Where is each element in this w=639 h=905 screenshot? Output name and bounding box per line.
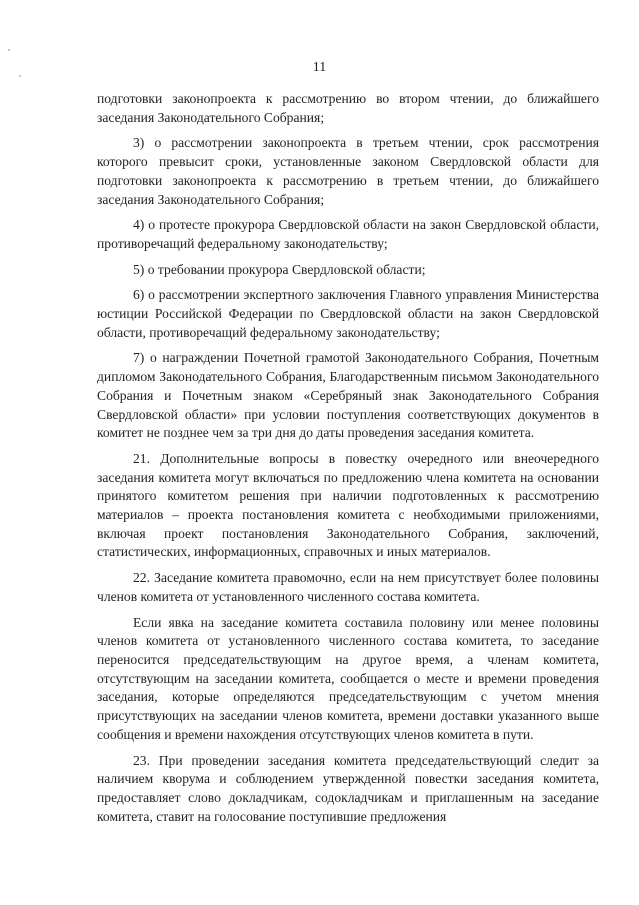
paragraph-item-4: 4) о протесте прокурора Свердловской области на закон Свердловской области, противоречащий федеральному законодательству; [97,217,599,251]
paragraph-clause-21: 21. Дополнительные вопросы в повестку очередного или внеочередного заседания комитета могут включаться по предложению члена комитета на основании принятого комитетом решения при наличии подготовленных к рассмотрению материалов – проекта постановления комитета с необходимыми приложениями, включая проект постановления Законодательного Собрания, заключений, статистических, информационных, справочных и иных материалов. [97,450,599,560]
page-number: 11 [312,60,327,75]
paragraph-item-3: 3) о рассмотрении законопроекта в третьем чтении, срок рассмотрения которого превысит сроки, установленные законом Свердловской области для подготовки законопроекта к рассмотрению в третьем чтении, до ближайшего заседания Законодательного Собрания; [97,135,599,207]
scan-speck [8,49,10,51]
paragraph-quorum-absent: Если явка на заседание комитета составила половину или менее половины членов комитета от установленного численного состава комитета, то заседание переносится председательствующим на другое время, а членам комитета, отсутствующим на заседании комитета, сообщается о месте и времени проведения заседания, которые определяются председательствующим с учетом мнения присутствующих на заседании членов комитета, времени доставки указанного выше сообщения и времени нахождения отсутствующих членов комитета в пути. [97,614,599,742]
paragraph-clause-22: 22. Заседание комитета правомочно, если на нем присутствует более половины членов комитета от установленного численного состава комитета. [97,570,599,604]
paragraph-item-6: 6) о рассмотрении экспертного заключения Главного управления Министерства юстиции Российской Федерации по Свердловской области на закон Свердловской области, противоречащий федеральному законодательству; [97,287,599,340]
paragraph-item-5: 5) о требовании прокурора Свердловской области; [133,261,426,277]
paragraph-item-7: 7) о награждении Почетной грамотой Законодательного Собрания, Почетным дипломом Законодательного Собрания, Благодарственным письмом Законодательного Собрания и Почетным знаком «Серебряный знак Законодательного Собрания Свердловской области» при условии поступления соответствующих документов в комитет не позднее чем за три дня до даты проведения заседания комитета. [97,350,599,441]
document-body [97,90,599,833]
paragraph-continuation: подготовки законопроекта к рассмотрению во втором чтении, до ближайшего заседания Законодательного Собрания; [97,91,599,125]
paragraph-clause-23: 23. При проведении заседания комитета председательствующий следит за наличием кворума и соблюдением утвержденной повестки заседания комитета, предоставляет слово докладчикам, содокладчикам и приглашенным на заседание комитета, ставит на голосование поступившие предложения [97,752,599,824]
